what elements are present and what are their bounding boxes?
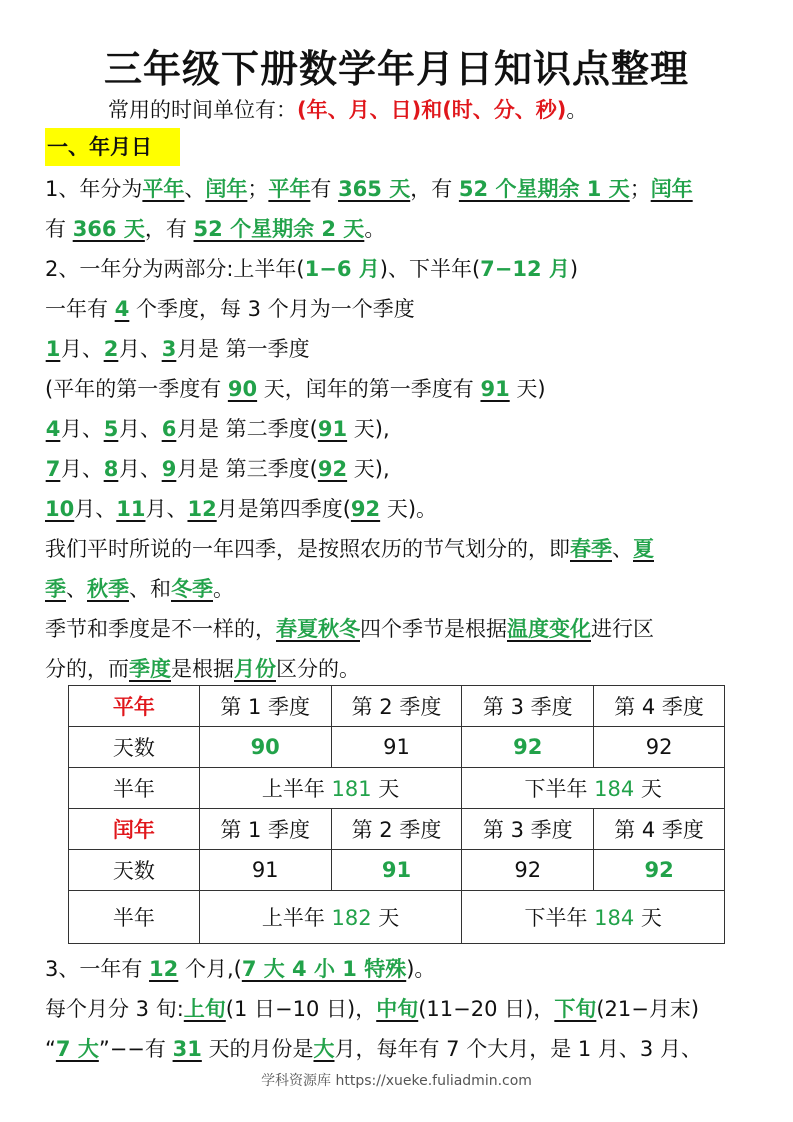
text: 月、 bbox=[61, 417, 103, 441]
text: 是根据 bbox=[171, 657, 234, 681]
line-year-types bbox=[45, 174, 693, 204]
subtitle bbox=[108, 94, 587, 124]
days-blank: 91 bbox=[317, 417, 348, 441]
table-cell: 92 bbox=[462, 850, 594, 891]
text: )。 bbox=[406, 957, 436, 981]
text: 月、 bbox=[119, 457, 161, 481]
answer-month: 月份 bbox=[234, 657, 276, 681]
table-header-cell: 闰年 bbox=[69, 809, 200, 850]
answer-weeks-2: 52 个星期余 2 天 bbox=[193, 217, 365, 241]
text: 天), bbox=[347, 457, 390, 481]
text: 月、 bbox=[145, 497, 188, 521]
text: 下半年 bbox=[524, 777, 595, 801]
answer-summer: 季 bbox=[45, 577, 66, 601]
text: 区分的。 bbox=[276, 657, 360, 681]
table-header-cell: 第 2 季度 bbox=[331, 809, 462, 850]
month-blank: 6 bbox=[161, 417, 177, 441]
table-cell: 天数 bbox=[69, 727, 200, 768]
first-half-days: 181 bbox=[331, 777, 372, 801]
second-half-days: 184 bbox=[594, 777, 635, 801]
text: 上半年 bbox=[261, 906, 332, 930]
text: 3、一年有 bbox=[45, 957, 150, 981]
text: 1、年分为 bbox=[45, 177, 143, 201]
footer-watermark: 学科资源库 https://xueke.fuliadmin.com bbox=[261, 1073, 532, 1089]
text: 、 bbox=[66, 577, 87, 601]
table-row bbox=[69, 891, 725, 944]
first-half-range: 1−6 月 bbox=[304, 257, 380, 281]
answer-spring: 春季 bbox=[570, 537, 612, 561]
text: 有 bbox=[45, 217, 73, 241]
text: 天 bbox=[634, 906, 662, 930]
month-blank: 3 bbox=[161, 337, 177, 361]
text: 每个月分 3 旬: bbox=[45, 997, 184, 1021]
answer-mid-month: 中旬 bbox=[376, 997, 419, 1021]
days-blank: 92 bbox=[350, 497, 381, 521]
answer-winter: 冬季 bbox=[171, 577, 213, 601]
text: 个季度，每 3 个月为一个季度 bbox=[129, 297, 415, 321]
table-header-cell: 第 2 季度 bbox=[331, 686, 462, 727]
table-header-cell: 第 4 季度 bbox=[594, 809, 725, 850]
text: 月、 bbox=[61, 457, 103, 481]
answer-91: 91 bbox=[480, 377, 510, 401]
answer-big: 大 bbox=[313, 1037, 335, 1061]
answer-90: 90 bbox=[227, 377, 258, 401]
answer-common-year: 平年 bbox=[142, 177, 185, 201]
second-half-range: 7−12 月 bbox=[480, 257, 570, 281]
answer-leap-year: 闰年 bbox=[205, 177, 248, 201]
table-cell bbox=[462, 768, 725, 809]
text: 月、 bbox=[61, 337, 103, 361]
month-blank: 2 bbox=[103, 337, 119, 361]
text: (平年的第一季度有 bbox=[45, 377, 228, 401]
text: 天 bbox=[371, 777, 400, 801]
text: ”−−有 bbox=[98, 1037, 173, 1061]
line-months bbox=[45, 954, 435, 984]
table-cell bbox=[199, 891, 462, 944]
text: 上半年 bbox=[261, 777, 332, 801]
table-cell: 天数 bbox=[69, 850, 200, 891]
month-blank: 10 bbox=[45, 497, 75, 521]
subtitle-prefix: 常用的时间单位有： bbox=[108, 98, 297, 122]
table-header-cell: 第 4 季度 bbox=[594, 686, 725, 727]
table-cell: 半年 bbox=[69, 768, 200, 809]
text: “ bbox=[45, 1037, 56, 1061]
text: 季节和季度是不一样的， bbox=[45, 617, 276, 641]
section-heading: 一、年月日 bbox=[45, 128, 180, 166]
line-q4 bbox=[45, 494, 437, 524]
text: ，有 bbox=[144, 217, 194, 241]
answer-quarter: 季度 bbox=[129, 657, 171, 681]
text: 、和 bbox=[129, 577, 171, 601]
text: 。 bbox=[364, 217, 386, 241]
text: 天) bbox=[509, 377, 546, 401]
text: 。 bbox=[213, 577, 234, 601]
line-diff-2 bbox=[45, 654, 360, 684]
text: 月是第四季度( bbox=[216, 497, 351, 521]
line-q2 bbox=[45, 414, 390, 444]
table-cell: 90 bbox=[199, 727, 331, 768]
subtitle-units: (年、月、日)和(时、分、秒) bbox=[297, 98, 567, 122]
text: 天 bbox=[634, 777, 662, 801]
month-blank: 5 bbox=[103, 417, 119, 441]
month-blank: 1 bbox=[45, 337, 61, 361]
answer-31: 31 bbox=[172, 1037, 202, 1061]
text: 个月,( bbox=[178, 957, 242, 981]
line-xun bbox=[45, 994, 699, 1024]
table-cell: 92 bbox=[594, 727, 725, 768]
month-blank: 11 bbox=[116, 497, 146, 521]
text: 月、 bbox=[74, 497, 117, 521]
subtitle-suffix: 。 bbox=[566, 98, 588, 122]
answer-four-seasons: 春夏秋冬 bbox=[276, 617, 360, 641]
table-cell bbox=[462, 891, 725, 944]
text: 天的月份是 bbox=[201, 1037, 314, 1061]
text: 月是 第二季度( bbox=[177, 417, 318, 441]
table-header-cell: 平年 bbox=[69, 686, 200, 727]
text: ，有 bbox=[410, 177, 459, 201]
first-half-days: 182 bbox=[331, 906, 372, 930]
table-cell: 91 bbox=[331, 727, 462, 768]
text: 天), bbox=[347, 417, 390, 441]
text: (1 日−10 日)， bbox=[225, 997, 377, 1021]
text: 进行区 bbox=[591, 617, 654, 641]
text: 天)。 bbox=[380, 497, 438, 521]
answer-366-days: 366 天 bbox=[72, 217, 145, 241]
table-header-cell: 第 1 季度 bbox=[199, 809, 331, 850]
days-blank: 92 bbox=[317, 457, 348, 481]
text: 四个季节是根据 bbox=[360, 617, 507, 641]
line-seasons-1 bbox=[45, 534, 654, 564]
table-row bbox=[69, 686, 725, 727]
table-row bbox=[69, 768, 725, 809]
month-blank: 8 bbox=[103, 457, 119, 481]
text: )、下半年( bbox=[379, 257, 481, 281]
month-blank: 4 bbox=[45, 417, 61, 441]
table-row bbox=[69, 809, 725, 850]
text: 月、 bbox=[119, 417, 161, 441]
answer-leap-year: 闰年 bbox=[650, 177, 693, 201]
table-cell: 91 bbox=[331, 850, 462, 891]
text: 、 bbox=[184, 177, 206, 201]
answer-early-month: 上旬 bbox=[183, 997, 226, 1021]
month-blank: 9 bbox=[161, 457, 177, 481]
text: 月是 第三季度( bbox=[177, 457, 318, 481]
line-leap-days bbox=[45, 214, 385, 244]
quarter-days-table bbox=[68, 685, 725, 944]
text: 月，每年有 7 个大月，是 1 月、3 月、 bbox=[334, 1037, 702, 1061]
answer-common-year: 平年 bbox=[268, 177, 311, 201]
text: 有 bbox=[310, 177, 339, 201]
line-seasons-2 bbox=[45, 574, 234, 604]
answer-weeks-1: 52 个星期余 1 天 bbox=[458, 177, 630, 201]
table-cell: 92 bbox=[594, 850, 725, 891]
text: (21−月末) bbox=[596, 997, 700, 1021]
text: ) bbox=[569, 257, 579, 281]
table-header-cell: 第 3 季度 bbox=[462, 686, 594, 727]
answer-late-month: 下旬 bbox=[554, 997, 597, 1021]
table-header-cell: 第 3 季度 bbox=[462, 809, 594, 850]
answer-7-big: 7 大 bbox=[55, 1037, 99, 1061]
line-q3 bbox=[45, 454, 390, 484]
text: 天，闰年的第一季度有 bbox=[257, 377, 481, 401]
month-blank: 7 bbox=[45, 457, 61, 481]
answer-summer: 夏 bbox=[633, 537, 654, 561]
text: 月是 第一季度 bbox=[177, 337, 310, 361]
answer-12: 12 bbox=[149, 957, 179, 981]
text: 天 bbox=[371, 906, 400, 930]
page-title: 三年级下册数学年月日知识点整理 bbox=[103, 47, 689, 91]
text: 我们平时所说的一年四季，是按照农历的节气划分的，即 bbox=[45, 537, 570, 561]
text: 2、一年分为两部分:上半年( bbox=[45, 257, 305, 281]
line-q1 bbox=[45, 334, 310, 364]
answer-quarters: 4 bbox=[114, 297, 130, 321]
second-half-days: 184 bbox=[594, 906, 635, 930]
text: 月、 bbox=[119, 337, 161, 361]
answer-month-kinds: 7 大 4 小 1 特殊 bbox=[241, 957, 407, 981]
answer-autumn: 秋季 bbox=[87, 577, 129, 601]
line-q1-note bbox=[45, 374, 546, 404]
table-header-cell: 第 1 季度 bbox=[199, 686, 331, 727]
month-blank: 12 bbox=[187, 497, 217, 521]
table-cell bbox=[199, 768, 462, 809]
text: 分的，而 bbox=[45, 657, 129, 681]
text: (11−20 日)， bbox=[418, 997, 555, 1021]
table-row bbox=[69, 850, 725, 891]
line-half-years bbox=[45, 254, 578, 284]
text: 一年有 bbox=[45, 297, 115, 321]
line-quarters-count bbox=[45, 294, 415, 324]
text: ； bbox=[629, 177, 651, 201]
line-big-months bbox=[45, 1034, 702, 1064]
table-cell: 半年 bbox=[69, 891, 200, 944]
text: 、 bbox=[612, 537, 633, 561]
text: 下半年 bbox=[524, 906, 595, 930]
answer-temperature: 温度变化 bbox=[507, 617, 591, 641]
table-cell: 91 bbox=[199, 850, 331, 891]
answer-365-days: 365 天 bbox=[338, 177, 411, 201]
text: ； bbox=[247, 177, 269, 201]
line-diff-1 bbox=[45, 614, 654, 644]
table-cell: 92 bbox=[462, 727, 594, 768]
table-row bbox=[69, 727, 725, 768]
